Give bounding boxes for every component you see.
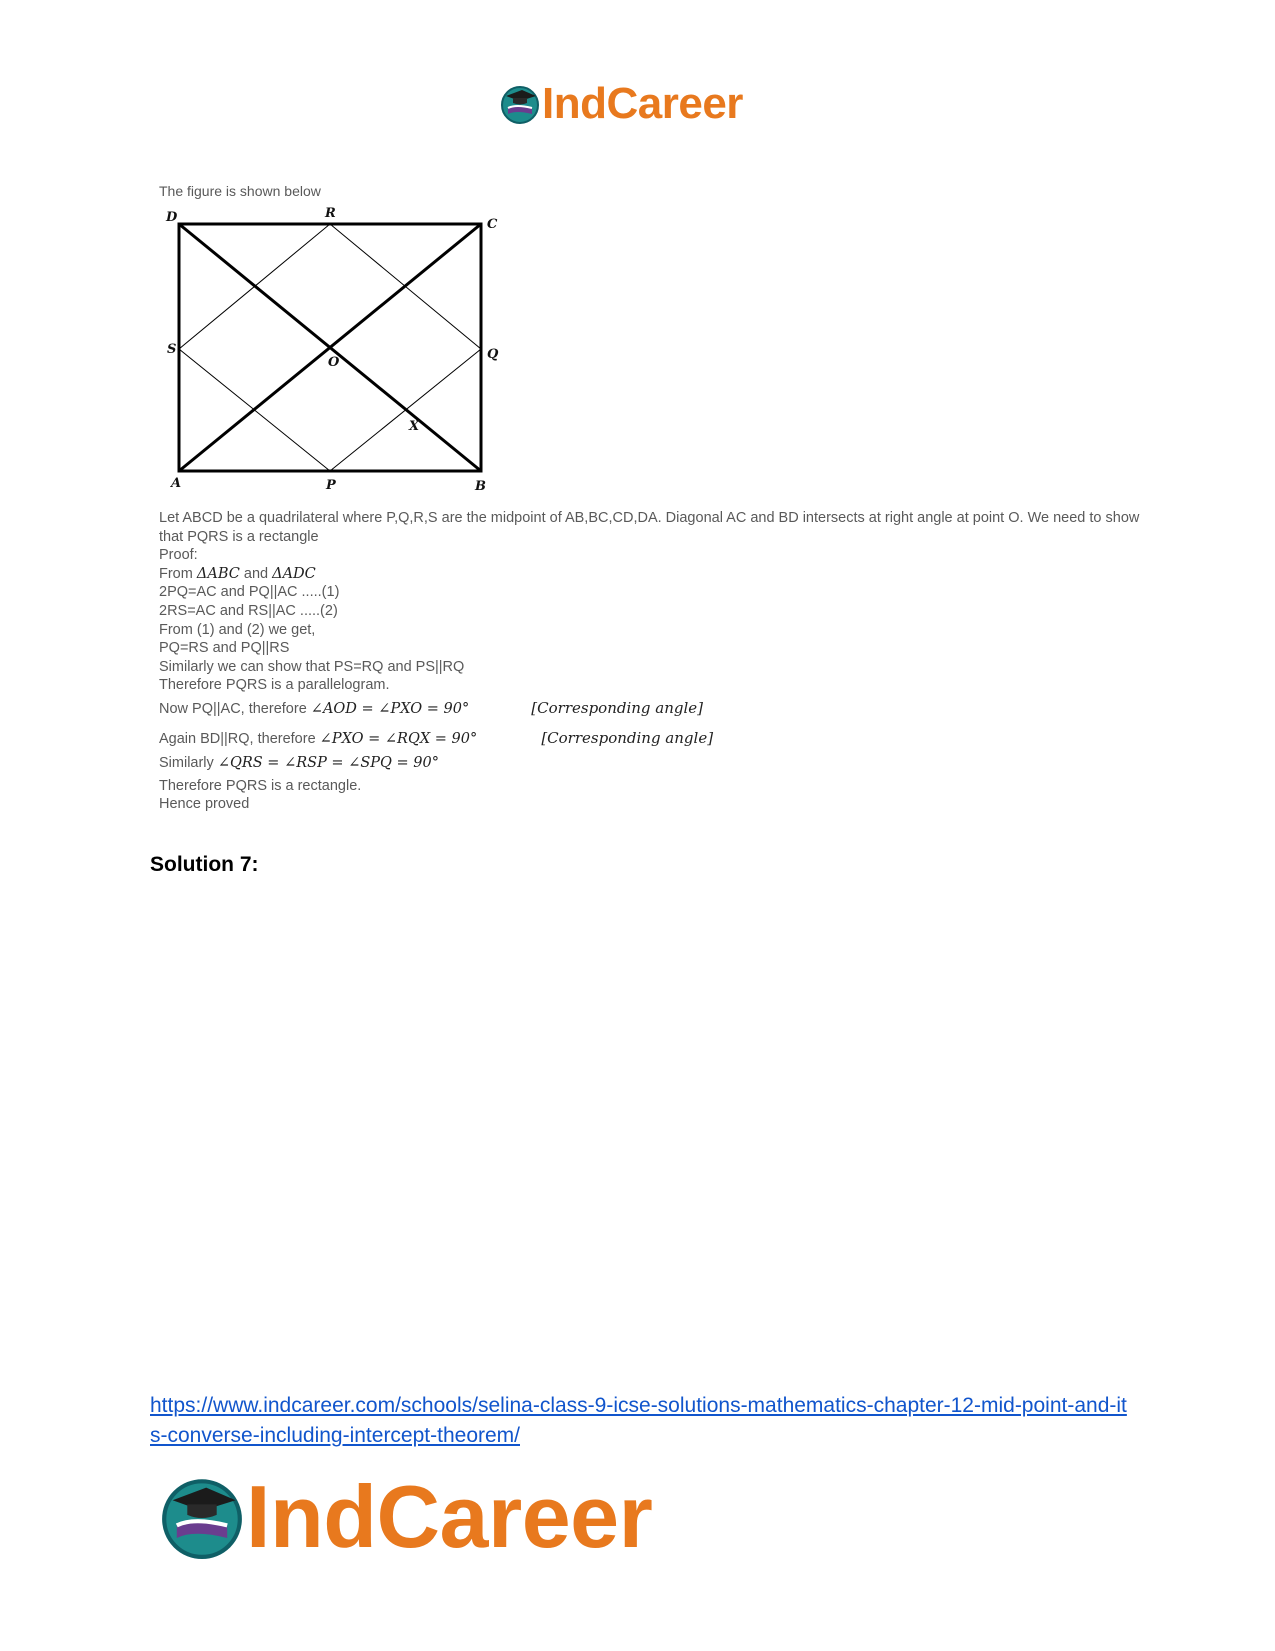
reason-1: [Corresponding angle]	[531, 698, 704, 717]
label-p: P	[326, 478, 336, 493]
triangle-abc: ΔABC	[196, 565, 240, 582]
angle-line-3	[159, 754, 1149, 773]
angle-line-2	[159, 729, 1149, 749]
similarly-1: Similarly we can show that PS=RQ and PS||RQ	[159, 658, 465, 675]
now-text: Now PQ||AC, therefore	[159, 700, 307, 717]
label-o: O	[328, 355, 340, 370]
graduation-book-icon	[160, 1475, 244, 1559]
brand-wordmark: IndCareer	[542, 79, 743, 128]
reason-2: [Corresponding angle]	[541, 728, 714, 747]
angle-2: ∠PXO = ∠RQX = 90°	[319, 730, 478, 747]
parallelogram-line: Therefore PQRS is a parallelogram.	[159, 677, 390, 694]
and-text: and	[243, 565, 269, 582]
proof-label: Proof:	[159, 547, 198, 564]
label-a: A	[171, 476, 182, 491]
equation-2: 2RS=AC and RS||AC .....(2)	[159, 602, 338, 619]
hence-line: Hence proved	[159, 796, 250, 813]
angle-line-1	[159, 699, 1149, 719]
from-text: From	[159, 565, 193, 582]
angle-1: ∠AOD = ∠PXO = 90°	[310, 700, 470, 717]
rectangle-line: Therefore PQRS is a rectangle.	[159, 777, 362, 794]
label-r: R	[325, 206, 336, 221]
brand-wordmark: IndCareer	[246, 1467, 653, 1566]
footer-logo	[160, 1468, 652, 1566]
proof-from-line	[159, 565, 1149, 584]
triangle-adc: ΔADC	[272, 565, 316, 582]
proof-block	[159, 509, 1149, 814]
proof-intro: Let ABCD be a quadrilateral where P,Q,R,S are the midpoint of AB,BC,CD,DA. Diagonal AC and BD intersects at right angle at point O. We need to show that PQRS is a rectangle	[159, 510, 1140, 545]
header-logo	[500, 76, 743, 132]
solution-heading: Solution 7:	[150, 853, 259, 876]
label-c: C	[487, 217, 498, 232]
similarly-text: Similarly	[159, 755, 214, 772]
label-b: B	[475, 479, 486, 494]
result-1: PQ=RS and PQ||RS	[159, 640, 290, 657]
label-s: S	[167, 342, 177, 357]
angle-3: ∠QRS = ∠RSP = ∠SPQ = 90°	[217, 755, 439, 772]
source-url-link[interactable]: https://www.indcareer.com/schools/selina-class-9-icse-solutions-mathematics-chapter-12-mid-point-and-its-converse-including-intercept-theorem/	[150, 1394, 1127, 1447]
label-d: D	[166, 210, 178, 225]
figure-caption: The figure is shown below	[159, 183, 321, 199]
quadrilateral-figure	[159, 203, 519, 499]
again-text: Again BD||RQ, therefore	[159, 730, 316, 747]
from-1-2: From (1) and (2) we get,	[159, 621, 316, 638]
label-x: X	[409, 419, 420, 434]
label-q: Q	[487, 347, 499, 362]
equation-1: 2PQ=AC and PQ||AC .....(1)	[159, 584, 340, 601]
graduation-book-icon	[500, 84, 540, 124]
